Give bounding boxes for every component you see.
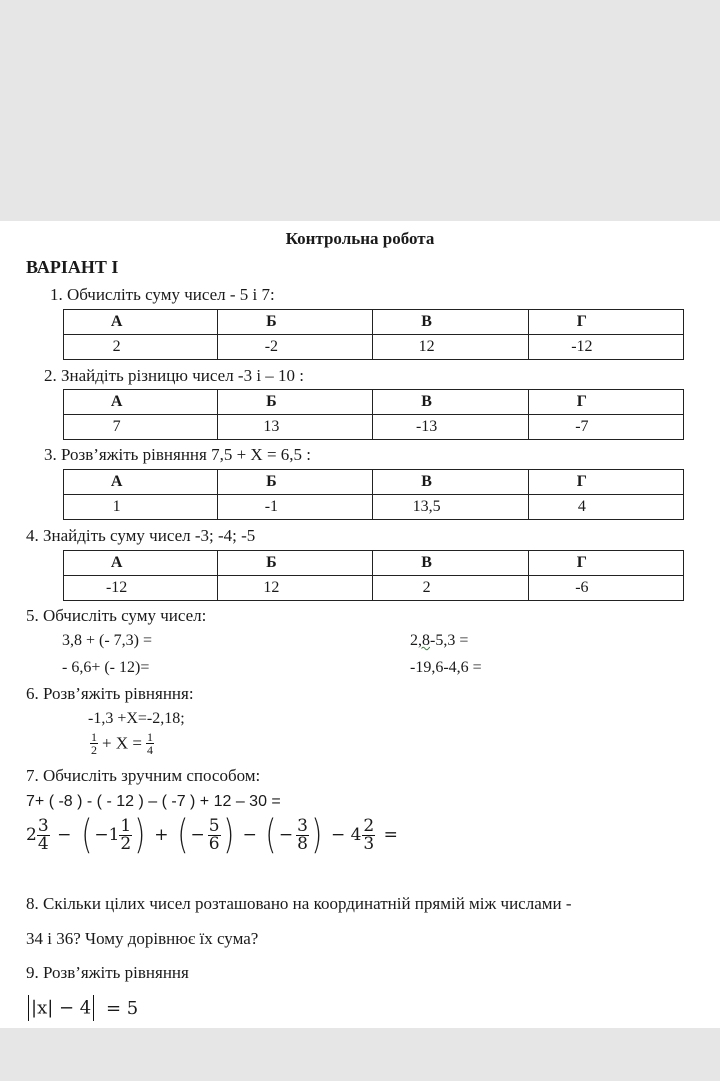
- header-g: Г: [528, 310, 683, 335]
- denominator: 3: [363, 833, 375, 854]
- fraction: [90, 731, 98, 756]
- denominator: 4: [146, 743, 153, 757]
- fraction: [37, 815, 50, 854]
- question-7: 7. Обчисліть зручним способом:: [26, 766, 261, 785]
- sign: −: [190, 825, 205, 845]
- right-hand-side: = 5: [106, 997, 139, 1019]
- numerator: 1: [120, 815, 132, 836]
- expression-1: 3,8 + (- 7,3) =: [62, 632, 153, 649]
- question-6: 6. Розв’яжіть рівняння:: [26, 684, 194, 703]
- question-8-line-2: 34 і 36? Чому дорівнює їх сума?: [26, 929, 259, 948]
- answer-cell: 1: [64, 495, 218, 520]
- question-2: 2. Знайдіть різницю чисел -3 і – 10 :: [44, 366, 305, 385]
- question-5: 5. Обчисліть суму чисел:: [26, 606, 207, 625]
- denominator: 2: [120, 833, 132, 854]
- fraction: [296, 815, 309, 854]
- fraction: [208, 815, 221, 854]
- answer-cell: 13,5: [373, 495, 528, 520]
- header-b: Б: [218, 551, 373, 576]
- numerator: 5: [208, 815, 220, 836]
- left-paren: (: [81, 812, 92, 858]
- operator: − 4: [330, 825, 362, 845]
- answer-table-4: [63, 550, 684, 601]
- expression-2: [410, 632, 468, 650]
- denominator: 2: [91, 743, 97, 757]
- expression-2-part-b: ,8: [418, 632, 430, 649]
- right-paren: ): [311, 812, 323, 858]
- header-g: Г: [528, 551, 683, 576]
- header-v: В: [373, 470, 528, 495]
- fraction: [119, 815, 132, 854]
- denominator: 6: [208, 833, 220, 854]
- left-paren: (: [265, 812, 277, 858]
- equation-1: -1,3 +Х=-2,18;: [88, 710, 185, 727]
- numerator: 1: [146, 730, 153, 744]
- left-paren: (: [177, 812, 189, 858]
- right-paren: ): [222, 812, 234, 858]
- header-b: Б: [218, 310, 373, 335]
- answer-cell: -6: [528, 576, 683, 601]
- answer-cell: 2: [64, 335, 218, 360]
- answer-cell: 13: [218, 415, 373, 440]
- header-b: Б: [218, 390, 373, 415]
- page-title: Контрольна робота: [285, 229, 435, 248]
- numerator: 3: [37, 815, 49, 836]
- header-b: Б: [218, 470, 373, 495]
- header-a: А: [64, 470, 218, 495]
- expression-3: - 6,6+ (- 12)=: [62, 659, 150, 676]
- operator: +: [154, 825, 169, 845]
- operator: −: [242, 825, 257, 845]
- numerator: 2: [363, 815, 375, 836]
- equals-sign: =: [383, 825, 398, 845]
- whole-part: −1: [94, 825, 120, 845]
- whole-part: 2: [26, 825, 37, 845]
- header-a: А: [64, 551, 218, 576]
- outer-abs-bar-left: [28, 995, 29, 1021]
- answer-table-3: [63, 469, 684, 520]
- header-a: А: [64, 310, 218, 335]
- answer-cell: -7: [528, 415, 683, 440]
- expression-2-part-c: -5,3 =: [430, 632, 469, 649]
- answer-cell: 12: [373, 335, 528, 360]
- fraction: [362, 815, 375, 854]
- fraction: [146, 731, 154, 756]
- fraction-expression: [26, 812, 398, 858]
- sign: −: [278, 825, 294, 845]
- expression-2-part-a: 2: [410, 632, 418, 649]
- header-v: В: [373, 551, 528, 576]
- answer-cell: -13: [373, 415, 528, 440]
- header-g: Г: [528, 390, 683, 415]
- numerator: 1: [91, 730, 97, 744]
- numerator: 3: [297, 815, 308, 836]
- answer-cell: -1: [218, 495, 373, 520]
- answer-table-1: [63, 309, 684, 360]
- answer-cell: -12: [64, 576, 218, 601]
- inner-expression: |x| − 4: [31, 997, 92, 1019]
- answer-cell: -2: [218, 335, 373, 360]
- operator: −: [57, 825, 72, 845]
- header-v: В: [373, 310, 528, 335]
- denominator: 8: [297, 833, 308, 854]
- expression-4: -19,6-4,6 =: [410, 659, 482, 676]
- question-1: 1. Обчисліть суму чисел - 5 і 7:: [50, 285, 275, 304]
- denominator: 4: [37, 833, 49, 854]
- answer-cell: -12: [528, 335, 683, 360]
- header-g: Г: [528, 470, 683, 495]
- header-a: А: [64, 390, 218, 415]
- question-9: 9. Розв’яжіть рівняння: [26, 963, 189, 982]
- answer-cell: 7: [64, 415, 218, 440]
- equation-2: [90, 731, 154, 756]
- expression-line-1: 7+ ( -8 ) - ( - 12 ) – ( -7 ) + 12 – 30 =: [26, 793, 281, 810]
- absolute-value-equation: [26, 995, 138, 1021]
- question-8-line-1: 8. Скільки цілих чисел розташовано на координатній прямій між числами -: [26, 894, 572, 913]
- worksheet-page: [0, 221, 720, 1028]
- variant-label: ВАРІАНТ І: [26, 257, 119, 277]
- question-3: 3. Розв’яжіть рівняння 7,5 + Х = 6,5 :: [44, 445, 312, 464]
- answer-cell: 4: [528, 495, 683, 520]
- right-paren: ): [134, 812, 146, 858]
- answer-table-2: [63, 389, 684, 440]
- equation-2-middle: + X =: [102, 733, 142, 753]
- header-v: В: [373, 390, 528, 415]
- answer-cell: 2: [373, 576, 528, 601]
- question-4: 4. Знайдіть суму чисел -3; -4; -5: [26, 526, 256, 545]
- outer-abs-bar-right: [93, 995, 94, 1021]
- answer-cell: 12: [218, 576, 373, 601]
